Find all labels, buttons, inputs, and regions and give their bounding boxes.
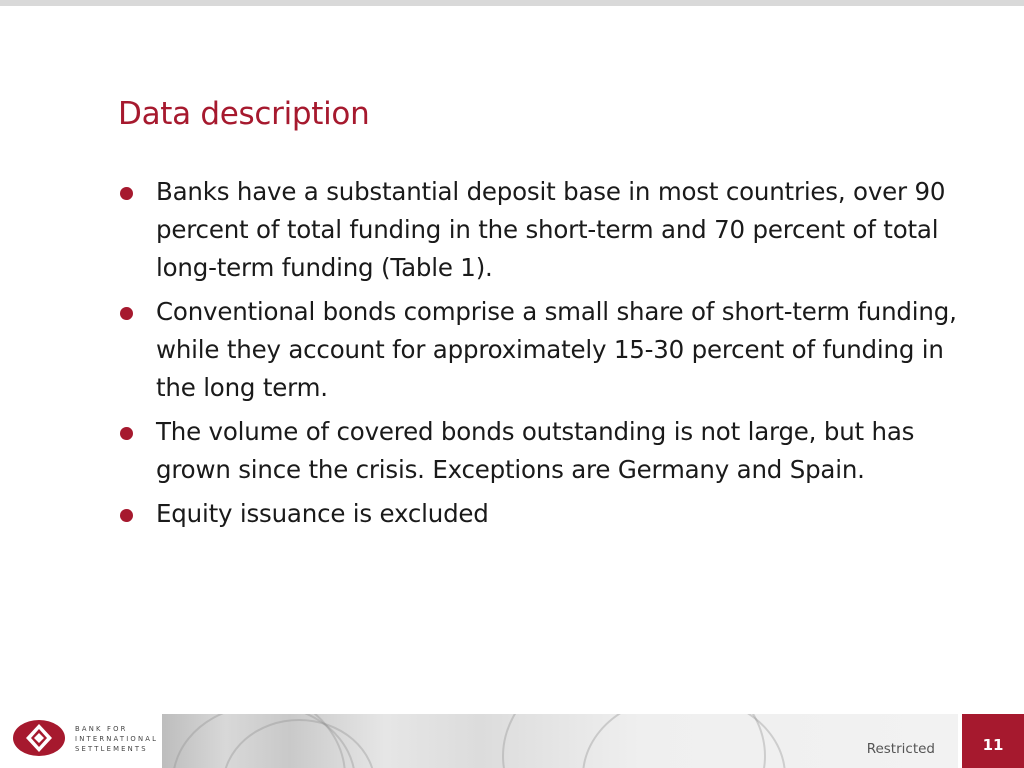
top-bar	[0, 0, 1024, 6]
bullet-dot-icon	[120, 307, 133, 320]
slide-title: Data description	[118, 96, 370, 132]
footer	[0, 714, 1024, 768]
footer-building-image	[162, 714, 958, 768]
bullet-item	[118, 495, 968, 533]
bullet-item	[118, 413, 968, 489]
bullet-dot-icon	[120, 509, 133, 522]
bullet-dot-icon	[120, 427, 133, 440]
logo-line: SETTLEMENTS	[75, 745, 148, 753]
bullet-item	[118, 173, 968, 287]
bis-logo-icon	[12, 718, 66, 758]
bullet-text: The volume of covered bonds outstanding is not large, but has grown since the crisis. Exceptions are Germany and Spain.	[156, 417, 915, 484]
bullet-item	[118, 293, 968, 407]
page-number-badge	[962, 714, 1024, 768]
bullet-text: Conventional bonds comprise a small share of short-term funding, while they account for approximately 15-30 percent of funding in the long term.	[156, 297, 957, 402]
bullet-list	[118, 173, 968, 539]
logo-line: INTERNATIONAL	[75, 735, 159, 743]
bullet-text: Banks have a substantial deposit base in most countries, over 90 percent of total funding in the short-term and 70 percent of total long-term funding (Table 1).	[156, 177, 946, 282]
classification-label: Restricted	[866, 741, 935, 757]
bullet-dot-icon	[120, 187, 133, 200]
bullet-text: Equity issuance is excluded	[156, 499, 489, 528]
logo-line: BANK FOR	[75, 725, 128, 733]
bis-logo	[0, 714, 162, 768]
bis-logo-text	[75, 724, 158, 754]
page-number: 11	[982, 736, 1004, 754]
